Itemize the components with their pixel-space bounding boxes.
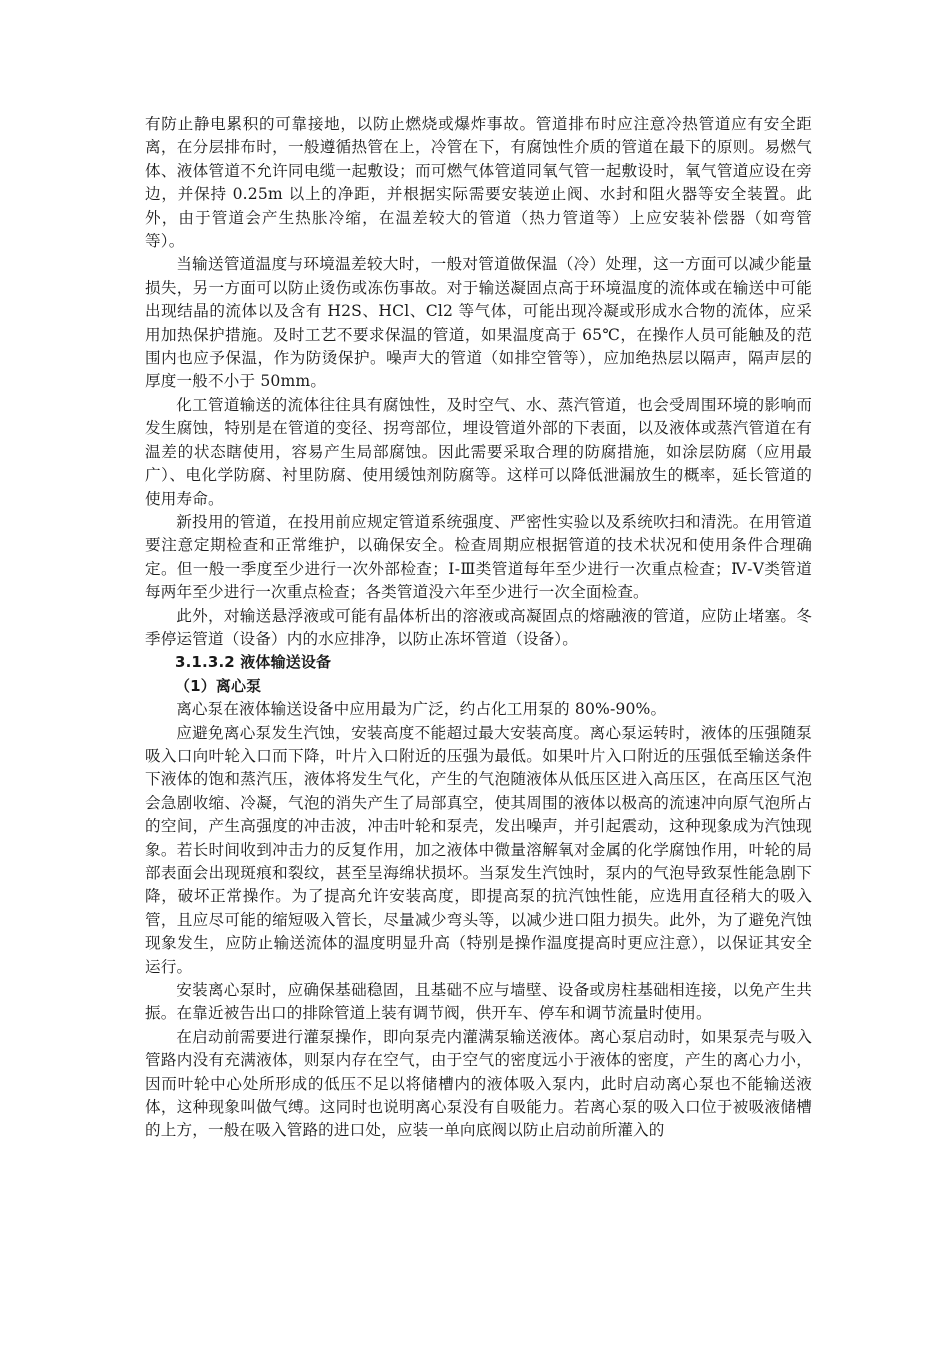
paragraph-continued: 有防止静电累积的可靠接地，以防止燃烧或爆炸事故。管道排布时应注意冷热管道应有安全距离，在分层排布时，一般遵循热管在上，冷管在下，有腐蚀性介质的管道在最下的原则。易燃气体、液体管道不允许同电缆一起敷设；而可燃气体管道同氧气管一起敷设时，氧气管道应设在旁边，并保持 0.25m 以上的净距，并根据实际需要安装逆止阀、水封和阻火器等安全装置。此外，由于管道会产生热胀冷缩，在温差较大的管道（热力管道等）上应安装补偿器（如弯管等）。 [145, 115, 812, 251]
paragraph-insulation: 当输送管道温度与环境温差较大时，一般对管道做保温（冷）处理，这一方面可以减少能量损失，另一方面可以防止烫伤或冻伤事故。对于输送凝固点高于环境温度的流体或在输送中可能出现结晶的流体以及含有 H2S、HCl、Cl2 等气体，可能出现冷凝或形成水合物的流体，应采用加热保护措施。及时工艺不要求保温的管道，如果温度高于 65℃，在操作人员可能触及的范围内也应予保温，作为防烫保护。噪声大的管道（如排空管等），应加绝热层以隔声，隔声层的厚度一般不小于 50mm。 [145, 255, 812, 391]
paragraph-cavitation: 应避免离心泵发生汽蚀，安装高度不能超过最大安装高度。离心泵运转时，液体的压强随泵吸入口向叶轮入口而下降，叶片入口附近的压强为最低。如果叶片入口附近的压强低至输送条件下液体的饱和蒸汽压，液体将发生气化，产生的气泡随液体从低压区进入高压区，在高压区气泡会急剧收缩、冷凝，气泡的消失产生了局部真空，使其周围的液体以极高的流速冲向原气泡所占的空间，产生高强度的冲击波，冲击叶轮和泵壳，发出噪声，并引起震动，这种现象成为汽蚀现象。若长时间收到冲击力的反复作用，加之液体中微量溶解氧对金属的化学腐蚀作用，叶轮的局部表面会出现斑痕和裂纹，甚至呈海绵状损坏。当泵发生汽蚀时，泵内的气泡导致泵性能急剧下降，破坏正常操作。为了提高允许安装高度，即提高泵的抗汽蚀性能，应选用直径稍大的吸入管，且应尽可能的缩短吸入管长，尽量减少弯头等，以减少进口阻力损失。此外，为了避免汽蚀现象发生，应防止输送流体的温度明显升高（特别是操作温度提高时更应注意），以保证其安全运行。 [145, 723, 812, 976]
paragraph-installation: 安装离心泵时，应确保基础稳固，且基础不应与墙壁、设备或房柱基础相连接，以免产生共振。在靠近被告出口的排除管道上装有调节阀，供开车、停车和调节流量时使用。 [145, 981, 812, 1023]
paragraph-inspection: 新投用的管道，在投用前应规定管道系统强度、严密性实验以及系统吹扫和清洗。在用管道要注意定期检查和正常维护，以确保安全。检查周期应根据管道的技术状况和使用条件合理确定。但一般一季度至少进行一次外部检查；Ⅰ-Ⅲ类管道每年至少进行一次重点检查；Ⅳ-Ⅴ类管道每两年至少进行一次重点检查；各类管道没六年至少进行一次全面检查。 [145, 512, 812, 602]
section-heading: 3.1.3.2 液体输送设备 [175, 653, 332, 672]
document-page [145, 113, 812, 1143]
paragraph-corrosion: 化工管道输送的流体往往具有腐蚀性，及时空气、水、蒸汽管道，也会受周围环境的影响而发生腐蚀，特别是在管道的变径、拐弯部位，埋设管道外部的下表面，以及液体或蒸汽管道在有温差的状态瞎使用，容易产生局部腐蚀。因此需要采取合理的防腐措施，如涂层防腐（应用最广）、电化学防腐、衬里防腐、使用缓蚀剂防腐等。这样可以降低泄漏放生的概率，延长管道的使用寿命。 [145, 395, 812, 508]
subsection-heading: （1）离心泵 [175, 676, 262, 695]
paragraph-blockage: 此外，对输送悬浮液或可能有晶体析出的溶液或高凝固点的熔融液的管道，应防止堵塞。冬季停运管道（设备）内的水应排净，以防止冻坏管道（设备）。 [145, 606, 812, 648]
paragraph-priming: 在启动前需要进行灌泵操作，即向泵壳内灌满泵输送液体。离心泵启动时，如果泵壳与吸入管路内没有充满液体，则泵内存在空气，由于空气的密度远小于液体的密度，产生的离心力小，因而叶轮中心处所形成的低压不足以将储槽内的液体吸入泵内，此时启动离心泵也不能输送液体，这种现象叫做气缚。这同时也说明离心泵没有自吸能力。若离心泵的吸入口位于被吸液储槽的上方，一般在吸入管路的进口处，应装一单向底阀以防止启动前所灌入的 [145, 1027, 812, 1140]
paragraph-pump-usage: 离心泵在液体输送设备中应用最为广泛，约占化工用泵的 80%-90%。 [176, 700, 667, 719]
